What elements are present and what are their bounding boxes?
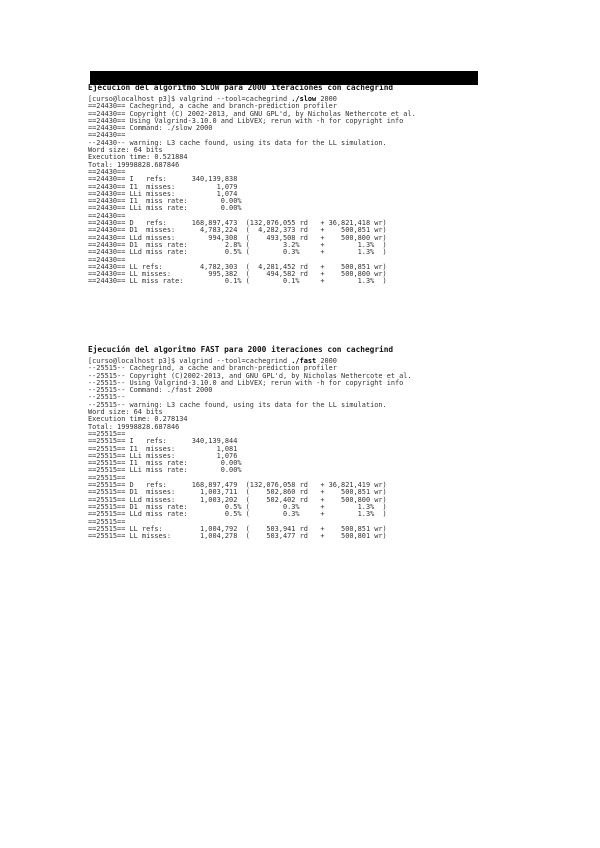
terminal-line: --25515-- Cachegrind, a cache and branch-prediction profiler (88, 364, 337, 373)
terminal-line: --25515-- Command: ./fast 2000 (88, 386, 213, 395)
terminal-line: ==24430== LLd misses: 994,308 ( 493,508 rd + 500,800 wr) (88, 233, 387, 242)
terminal-line: --24430-- warning: L3 cache found, using its data for the LL simulation. (88, 138, 387, 147)
terminal-line: Total: 19998828.687846 (88, 422, 180, 431)
terminal-line: ==25515== I1 misses: 1,081 (88, 444, 238, 453)
terminal-line: Word size: 64 bits (88, 146, 163, 155)
terminal-line: ==24430== I refs: 340,139,838 (88, 175, 238, 184)
terminal-line: ==24430== (88, 255, 126, 264)
terminal-line: ==24430== LLi miss rate: 0.00% (88, 204, 242, 213)
terminal-line: ==24430== D1 misses: 4,783,224 ( 4,282,373 rd + 500,851 wr) (88, 226, 387, 235)
terminal-line: ==24430== I1 misses: 1,079 (88, 182, 238, 191)
terminal-line: ==25515== I1 miss rate: 0.00% (88, 459, 242, 468)
terminal-line: ==25515== LLd miss rate: 0.5% ( 0.3% + 1.3% ) (88, 510, 387, 519)
terminal-line: [curso@localhost p3]$ valgrind --tool=cachegrind ./fast 2000 (88, 357, 337, 365)
terminal-line: ==25515== D1 miss rate: 0.5% ( 0.3% + 1.3% ) (88, 502, 387, 511)
slow-terminal-output (88, 96, 448, 286)
fast-terminal-output (88, 358, 448, 540)
terminal-line: ==24430== LLi misses: 1,074 (88, 189, 238, 198)
terminal-line: --25515-- Using Valgrind-3.10.0 and LibVEX; rerun with -h for copyright info (88, 378, 404, 387)
terminal-line: ==25515== LL misses: 1,004,278 ( 503,477 rd + 500,801 wr) (88, 532, 387, 541)
slow-section-title: Ejecución del algoritmo SLOW para 2000 iteraciones con cachegrind (88, 83, 394, 92)
terminal-line: Execution time: 0.278134 (88, 415, 188, 424)
terminal-line: Word size: 64 bits (88, 408, 163, 417)
terminal-line: ==24430== D1 miss rate: 2.8% ( 3.2% + 1.3% ) (88, 240, 387, 249)
fast-section-title: Ejecución del algoritmo FAST para 2000 iteraciones con cachegrind (88, 345, 394, 354)
terminal-line: ==24430== LL refs: 4,782,303 ( 4,281,452 rd + 500,851 wr) (88, 262, 387, 271)
terminal-line: --25515-- warning: L3 cache found, using its data for the LL simulation. (88, 400, 387, 409)
terminal-line: ==24430== (88, 211, 126, 220)
terminal-line: ==25515== (88, 429, 126, 438)
terminal-line: ==24430== Using Valgrind-3.10.0 and LibVEX; rerun with -h for copyright info (88, 116, 404, 125)
terminal-line: --25515-- (88, 393, 126, 402)
terminal-line: ==24430== Cachegrind, a cache and branch-prediction profiler (88, 102, 337, 111)
terminal-line: ==24430== D refs: 168,897,473 (132,076,055 rd + 36,821,418 wr) (88, 219, 387, 228)
terminal-line: ==25515== LL refs: 1,004,792 ( 503,941 rd + 500,851 wr) (88, 524, 387, 533)
terminal-line: ==24430== Command: ./slow 2000 (88, 124, 213, 133)
terminal-line: Total: 19998828.687846 (88, 160, 180, 169)
terminal-line: [curso@localhost p3]$ valgrind --tool=cachegrind ./slow 2000 (88, 95, 337, 103)
terminal-line: --25515-- Copyright (C)2002-2013, and GNU GPL'd, by Nicholas Nethercote et al. (88, 371, 412, 380)
terminal-line: ==24430== LL miss rate: 0.1% ( 0.1% + 1.3% ) (88, 277, 387, 286)
terminal-line: ==24430== I1 miss rate: 0.00% (88, 197, 242, 206)
terminal-line: ==25515== LLd misses: 1,003,202 ( 502,402 rd + 500,800 wr) (88, 495, 387, 504)
terminal-line: Execution time: 0.521884 (88, 153, 188, 162)
terminal-line: ==24430== LL misses: 995,382 ( 494,582 rd + 500,800 wr) (88, 270, 387, 279)
terminal-line: ==25515== D1 misses: 1,003,711 ( 502,860 rd + 500,851 wr) (88, 488, 387, 497)
terminal-line: ==24430== LLd miss rate: 0.5% ( 0.3% + 1.3% ) (88, 248, 387, 257)
terminal-line: ==24430== Copyright (C) 2002-2013, and GNU GPL'd, by Nicholas Nethercote et al. (88, 109, 416, 118)
terminal-line: ==25515== LLi misses: 1,076 (88, 451, 238, 460)
terminal-line: ==25515== LLi miss rate: 0.00% (88, 466, 242, 475)
terminal-line: ==24430== (88, 131, 126, 140)
terminal-line: ==25515== D refs: 168,897,479 (132,076,058 rd + 36,821,419 wr) (88, 481, 387, 490)
terminal-line: ==25515== I refs: 340,139,844 (88, 437, 238, 446)
terminal-line: ==25515== (88, 517, 126, 526)
terminal-line: ==25515== (88, 473, 126, 482)
terminal-line: ==24430== (88, 167, 126, 176)
